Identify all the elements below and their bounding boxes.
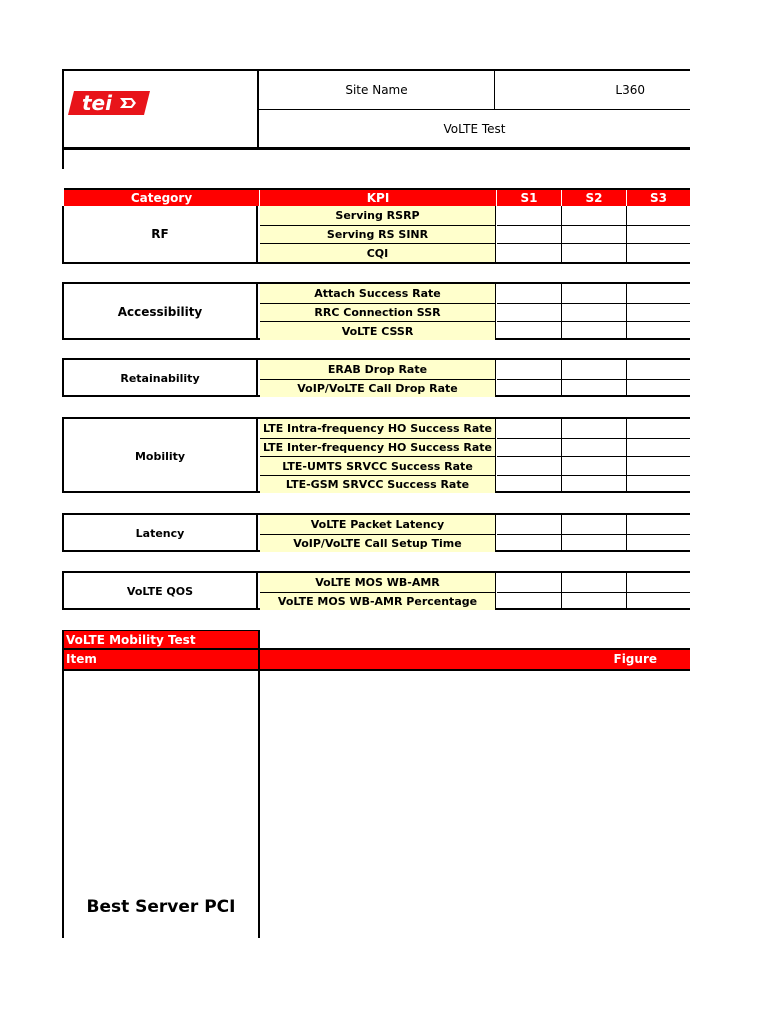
s3-cell[interactable]	[627, 419, 690, 438]
mobility-item-best-server-pci: Best Server PCI	[86, 897, 236, 917]
s3-cell[interactable]	[627, 225, 690, 243]
logo-text: tei	[82, 91, 112, 115]
s2-cell[interactable]	[562, 225, 627, 243]
s2-cell[interactable]	[562, 592, 627, 610]
header-block	[62, 69, 690, 169]
kpi-name: VoLTE MOS WB-AMR	[260, 573, 496, 592]
category-label: RF	[64, 206, 258, 262]
s3-cell[interactable]	[627, 475, 690, 493]
s2-cell[interactable]	[562, 456, 627, 475]
kpi-name: Attach Success Rate	[260, 284, 496, 303]
s1-cell[interactable]	[497, 284, 562, 303]
s1-cell[interactable]	[497, 419, 562, 438]
category-label: VoLTE QOS	[64, 573, 258, 610]
col-kpi: KPI	[259, 190, 496, 206]
s2-cell[interactable]	[562, 573, 627, 592]
s1-cell[interactable]	[497, 456, 562, 475]
s1-cell[interactable]	[497, 243, 562, 262]
s2-cell[interactable]	[562, 243, 627, 262]
kpi-group-rf	[62, 206, 690, 264]
kpi-name: CQI	[260, 243, 496, 262]
category-label: Retainability	[64, 360, 258, 397]
s2-cell[interactable]	[562, 534, 627, 552]
site-name-value: L360	[615, 83, 645, 97]
s2-cell[interactable]	[562, 438, 627, 456]
kpi-group-mobility	[62, 417, 690, 493]
s1-cell[interactable]	[497, 438, 562, 456]
kpi-name: LTE-GSM SRVCC Success Rate	[260, 475, 496, 493]
kpi-group-volte-qos	[62, 571, 690, 610]
kpi-name: VoIP/VoLTE Call Setup Time	[260, 534, 496, 552]
s3-cell[interactable]	[627, 592, 690, 610]
kpi-name: VoLTE CSSR	[260, 321, 496, 340]
col-category: Category	[130, 191, 193, 205]
s3-cell[interactable]	[627, 284, 690, 303]
kpi-name: ERAB Drop Rate	[260, 360, 496, 379]
col-s2: S2	[561, 190, 626, 206]
s2-cell[interactable]	[562, 284, 627, 303]
col-s3: S3	[626, 190, 690, 206]
s2-cell[interactable]	[562, 303, 627, 321]
s2-cell[interactable]	[562, 515, 627, 534]
mobility-item-header: Item	[64, 650, 258, 669]
kpi-name: Serving RSRP	[260, 206, 496, 225]
s1-cell[interactable]	[497, 360, 562, 379]
kpi-name: Serving RS SINR	[260, 225, 496, 243]
site-name-label: Site Name	[345, 83, 408, 97]
s1-cell[interactable]	[497, 303, 562, 321]
s1-cell[interactable]	[497, 321, 562, 340]
s1-cell[interactable]	[497, 475, 562, 493]
category-label: Mobility	[64, 419, 258, 493]
s1-cell[interactable]	[497, 573, 562, 592]
company-logo	[68, 89, 150, 117]
kpi-name: VoLTE Packet Latency	[260, 515, 496, 534]
kpi-group-accessibility	[62, 282, 690, 340]
kpi-group-retainability	[62, 358, 690, 397]
s3-cell[interactable]	[627, 438, 690, 456]
s3-cell[interactable]	[627, 515, 690, 534]
kpi-name: VoLTE MOS WB-AMR Percentage	[260, 592, 496, 610]
kpi-name: LTE-UMTS SRVCC Success Rate	[260, 456, 496, 475]
s3-cell[interactable]	[627, 303, 690, 321]
s1-cell[interactable]	[497, 515, 562, 534]
category-label: Accessibility	[64, 284, 258, 340]
category-label: Latency	[64, 515, 258, 552]
test-title: VoLTE Test	[443, 121, 506, 136]
s3-cell[interactable]	[627, 206, 690, 225]
s3-cell[interactable]	[627, 379, 690, 397]
s2-cell[interactable]	[562, 379, 627, 397]
kpi-group-latency	[62, 513, 690, 552]
s1-cell[interactable]	[497, 592, 562, 610]
s2-cell[interactable]	[562, 321, 627, 340]
col-s1: S1	[496, 190, 561, 206]
mobility-test-title: VoLTE Mobility Test	[64, 630, 259, 648]
mobility-figure-header: Figure	[260, 650, 690, 669]
s3-cell[interactable]	[627, 534, 690, 552]
s1-cell[interactable]	[497, 379, 562, 397]
s2-cell[interactable]	[562, 475, 627, 493]
s2-cell[interactable]	[562, 206, 627, 225]
kpi-name: RRC Connection SSR	[260, 303, 496, 321]
s1-cell[interactable]	[497, 206, 562, 225]
s3-cell[interactable]	[627, 573, 690, 592]
s3-cell[interactable]	[627, 321, 690, 340]
kpi-name: LTE Intra-frequency HO Success Rate	[260, 419, 496, 438]
s2-cell[interactable]	[562, 360, 627, 379]
s1-cell[interactable]	[497, 225, 562, 243]
s3-cell[interactable]	[627, 243, 690, 262]
s3-cell[interactable]	[627, 360, 690, 379]
kpi-name: LTE Inter-frequency HO Success Rate	[260, 438, 496, 456]
s2-cell[interactable]	[562, 419, 627, 438]
kpi-table-header	[64, 188, 690, 206]
kpi-name: VoIP/VoLTE Call Drop Rate	[260, 379, 496, 397]
s1-cell[interactable]	[497, 534, 562, 552]
figure-area	[260, 671, 690, 938]
s3-cell[interactable]	[627, 456, 690, 475]
